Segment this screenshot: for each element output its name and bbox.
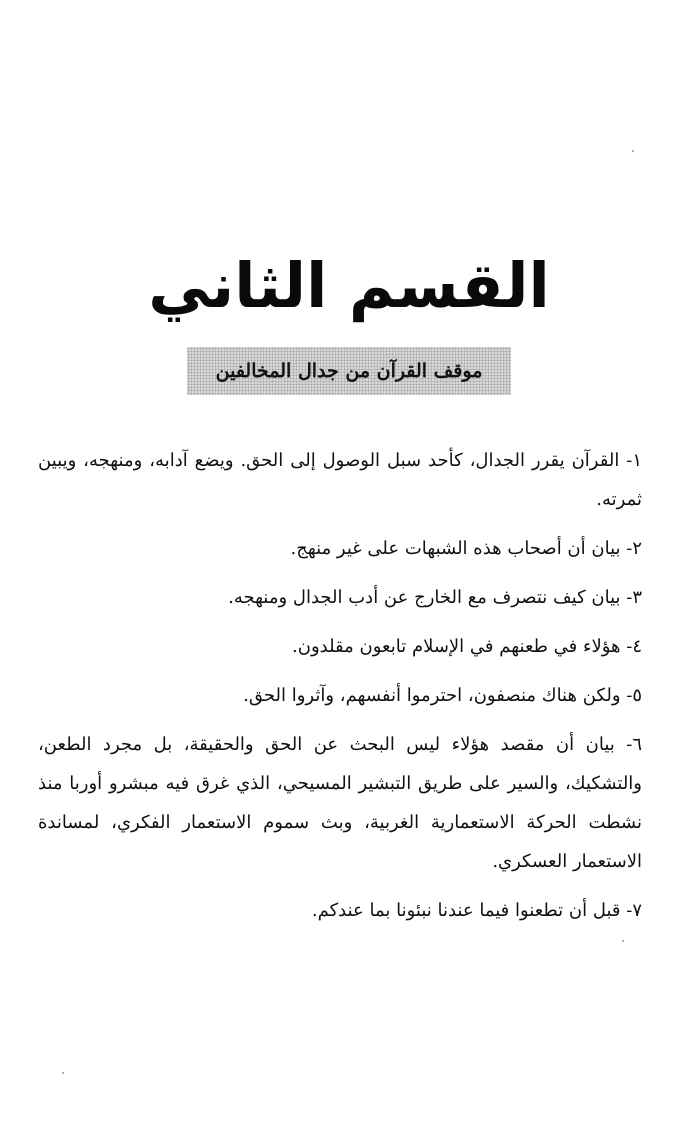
scan-speck bbox=[632, 150, 634, 152]
point-item-7: ٧- قبل أن تطعنوا فيما عندنا نبئونا بما عندكم. bbox=[311, 900, 642, 921]
point-item-6: ٦- بيان أن مقصد هؤلاء ليس البحث عن الحق والحقيقة، بل مجرد الطعن، والتشكيك، والسير على طريق التبشير المسيحي، الذي غرق فيه مبشرو أوربا منذ نشطت الحركة الاستعمارية الغربية، وبث سموم الاستعمار الفكري، لمساندة الاستعمار العسكري. bbox=[38, 734, 642, 872]
subtitle-banner bbox=[187, 347, 511, 395]
scan-speck bbox=[62, 1072, 64, 1074]
point-item-5: ٥- ولكن هناك منصفون، احترموا أنفسهم، وآثروا الحق. bbox=[243, 685, 642, 706]
subtitle-text: موقف القرآن من جدال المخالفين bbox=[215, 360, 483, 382]
scan-speck bbox=[622, 940, 624, 942]
point-item-3: ٣- بيان كيف نتصرف مع الخارج عن أدب الجدال ومنهجه. bbox=[228, 587, 642, 608]
point-item-1: ١- القرآن يقرر الجدال، كأحد سبل الوصول إلى الحق. ويضع آدابه، ومنهجه، ويبين ثمرته. bbox=[38, 450, 642, 510]
points-list bbox=[38, 441, 642, 940]
part-title: القسم الثاني bbox=[148, 249, 550, 322]
point-item-2: ٢- بيان أن أصحاب هذه الشبهات على غير منهج. bbox=[290, 538, 642, 559]
point-item-4: ٤- هؤلاء في طعنهم في الإسلام تابعون مقلدون. bbox=[292, 636, 642, 657]
